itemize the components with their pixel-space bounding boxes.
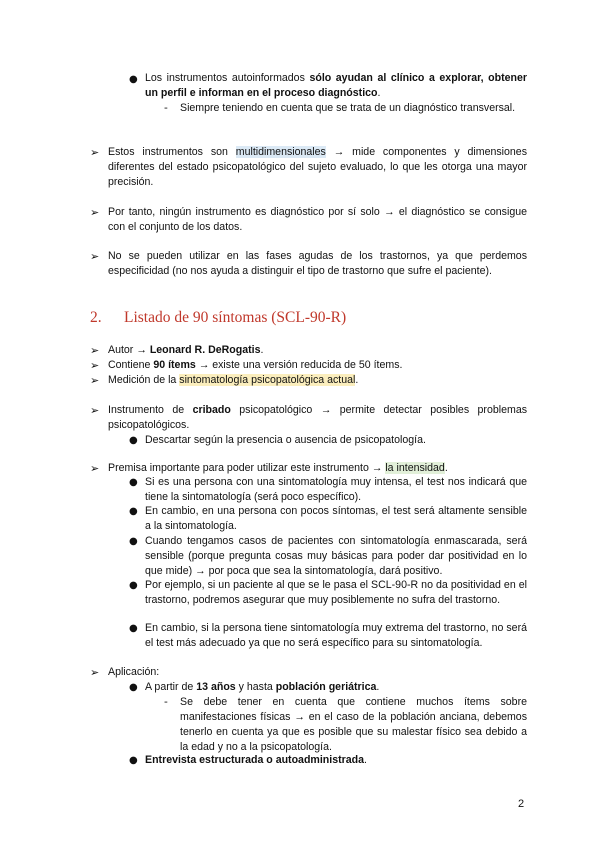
bullet-marker: ● [129, 506, 138, 517]
item-autor: Autor → Leonard R. DeRogatis. [108, 344, 264, 356]
bullet-premisa-4: Por ejemplo, si un paciente al que se le pasa el SCL-90-R no da positividad en el trastorno, podremos asegurar que muy posiblemente no sufra del trastorno. [145, 579, 527, 606]
arrow-marker: ➢ [90, 462, 100, 475]
dash-transversal: Siempre teniendo en cuenta que se trata de un diagnóstico transversal. [180, 102, 516, 114]
bullet-premisa-3: Cuando tengamos casos de pacientes con sintomatología enmascarada, será sensible (porque pregunta cosas muy básicas para poder dar positividad en lo que mide) → por poca que sea la sintomatología, dará positivo. [145, 535, 527, 577]
highlight-multidimensionales: multidimensionales [235, 146, 326, 158]
bullet-marker: ● [129, 623, 138, 634]
bullet-descartar: Descartar según la presencia o ausencia de psicopatología. [145, 434, 426, 446]
bullet-entrevista: Entrevista estructurada o autoadministrada. [145, 754, 367, 766]
item-premisa: Premisa importante para poder utilizar este instrumento → la intensidad. [108, 462, 448, 474]
item-contiene: Contiene 90 ítems → existe una versión reducida de 50 ítems. [108, 359, 403, 371]
dash-manifestaciones-fisicas: Se debe tener en cuenta que contiene muchos ítems sobre manifestaciones físicas → en el caso de la población anciana, debemos tenerlo en cuenta ya que es posible que su malestar físico sea debido a la edad y no a la psicopatología. [180, 696, 527, 753]
bullet-marker: ● [129, 435, 138, 446]
bullet-premisa-5: En cambio, si la persona tiene sintomatología muy extrema del trastorno, no será el test más adecuado ya que no será específico para su sintomatología. [145, 622, 527, 649]
item-medicion: Medición de la sintomatología psicopatológica actual. [108, 374, 359, 386]
bullet-premisa-2: En cambio, en una persona con pocos síntomas, el test será altamente sensible a la sintomatología. [145, 505, 527, 532]
dash-marker: - [164, 696, 168, 708]
paragraph-multidimensionales: Estos instrumentos son multidimensionales → mide componentes y dimensiones diferentes del estado psicopatológico del sujeto evaluado, lo que les otorga una mayor precisión. [108, 146, 527, 188]
bullet-premisa-1: Si es una persona con una sintomatología muy intensa, el test nos indicará que tiene la sintomatología (será poco específico). [145, 476, 527, 503]
arrow-marker: ➢ [90, 146, 100, 159]
section-heading [90, 308, 346, 328]
paragraph-ningun-instrumento: Por tanto, ningún instrumento es diagnóstico por sí solo → el diagnóstico se consigue con el conjunto de los datos. [108, 206, 527, 233]
arrow-marker: ➢ [90, 404, 100, 417]
bullet-marker: ● [129, 477, 138, 488]
highlight-sintomatologia: sintomatología psicopatológica actual [179, 374, 356, 386]
bullet-marker: ● [129, 580, 138, 591]
section-title: Listado de 90 síntomas (SCL-90-R) [124, 309, 347, 326]
bullet-marker: ● [129, 682, 138, 693]
bullet-aplicacion-edad: A partir de 13 años y hasta población geriátrica. [145, 681, 380, 693]
item-cribado: Instrumento de cribado psicopatológico → permite detectar posibles problemas psicopatológicos. [108, 404, 528, 431]
page-number: 2 [518, 798, 525, 810]
arrow-marker: ➢ [90, 374, 100, 387]
arrow-marker: ➢ [90, 359, 100, 372]
arrow-marker: ➢ [90, 250, 100, 263]
paragraph-fases-agudas: No se pueden utilizar en las fases agudas de los trastornos, ya que perdemos especificidad (no nos ayuda a distinguir el tipo de trastorno que sufre el paciente). [108, 250, 527, 277]
bullet-marker: ● [129, 74, 138, 85]
section-number: 2. [90, 309, 102, 326]
bullet-marker: ● [129, 755, 138, 766]
arrow-marker: ➢ [90, 666, 100, 679]
highlight-intensidad: la intensidad [385, 462, 445, 474]
bullet-autoinformados: Los instrumentos autoinformados sólo ayudan al clínico a explorar, obtener un perfil e informan en el proceso diagnóstico. [145, 72, 527, 99]
bullet-marker: ● [129, 536, 138, 547]
dash-marker: - [164, 102, 168, 114]
item-aplicacion: Aplicación: [108, 666, 160, 678]
arrow-marker: ➢ [90, 206, 100, 219]
arrow-marker: ➢ [90, 344, 100, 357]
